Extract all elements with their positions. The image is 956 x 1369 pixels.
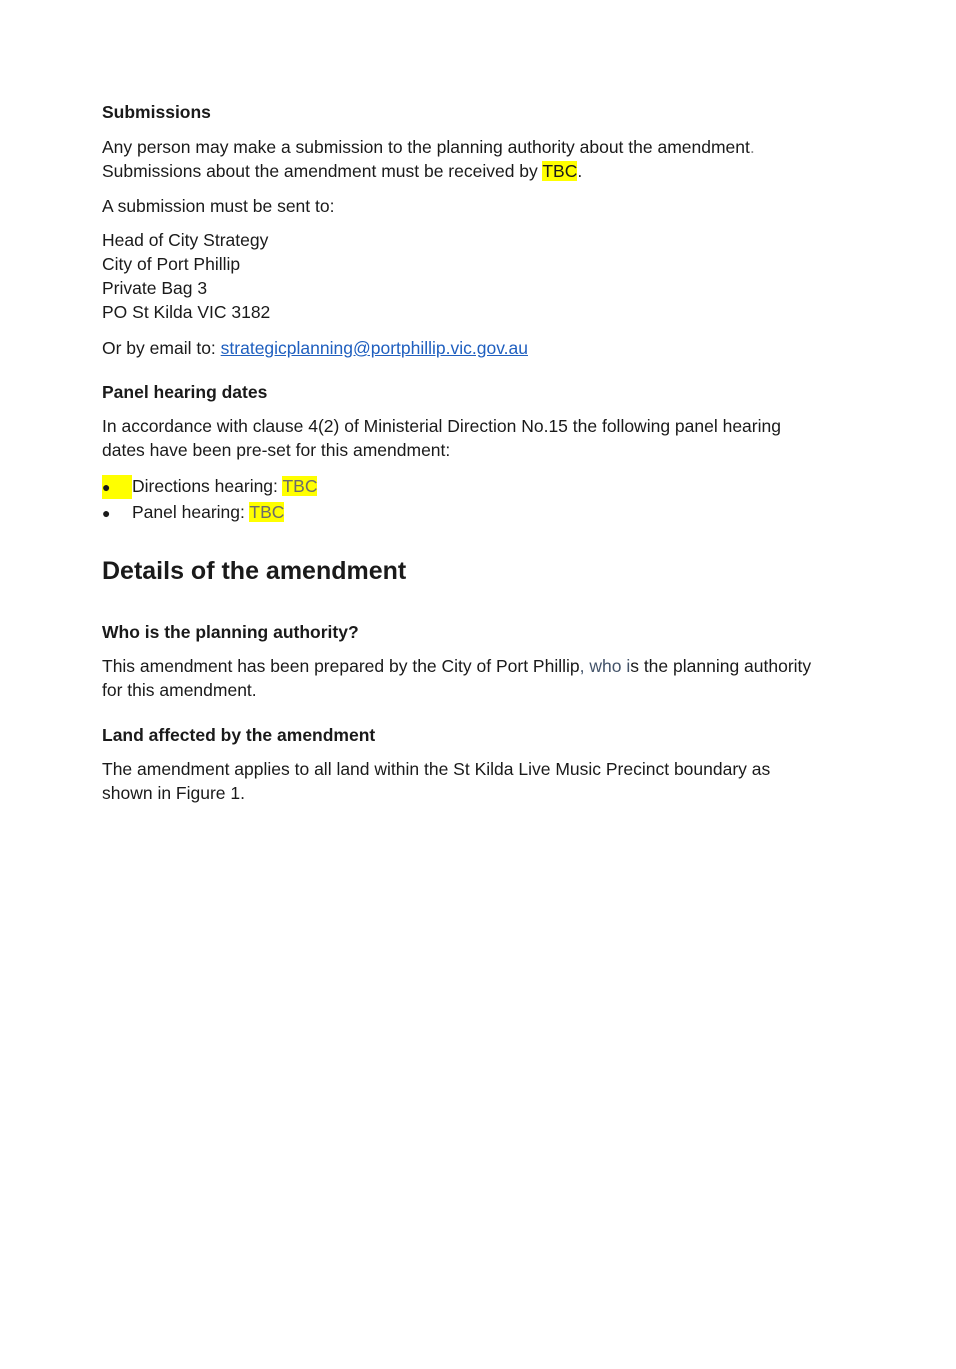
email-prefix: Or by email to: <box>102 338 221 358</box>
submissions-para-line1-end: . <box>749 137 755 157</box>
address-line-1: Head of City Strategy <box>102 230 269 250</box>
submissions-para-line2-text: Submissions about the amendment must be received by <box>102 161 543 181</box>
bullet-dot: ● <box>102 475 132 499</box>
land-line2: shown in Figure 1. <box>102 783 245 803</box>
submissions-para-line2-end: . <box>577 161 583 181</box>
land-line1: The amendment applies to all land within the St Kilda Live Music Precinct boundary as <box>102 759 771 779</box>
panel-intro-line2: dates have been pre-set for this amendment: <box>102 440 451 460</box>
who-line1-a: This amendment has been prepared by the City of Port Phillip <box>102 656 580 676</box>
who-line1 <box>102 654 811 678</box>
bullet-label: Panel hearing: <box>132 502 250 522</box>
sent-to-text: A submission must be sent to: <box>102 196 335 216</box>
panel-hearing-tbc: TBC <box>249 502 285 522</box>
who-line1-c: s the planning authority <box>630 656 812 676</box>
address-line-2: City of Port Phillip <box>102 254 241 274</box>
submissions-para-line1-text: Any person may make a submission to the planning authority about the amendment <box>102 137 750 157</box>
panel-heading: Panel hearing dates <box>102 382 268 402</box>
who-heading: Who is the planning authority? <box>102 622 359 642</box>
who-line2: for this amendment. <box>102 680 257 700</box>
bullet-panel-hearing <box>102 500 284 525</box>
panel-intro-line1: In accordance with clause 4(2) of Ministerial Direction No.15 the following panel hearing <box>102 416 781 436</box>
bullet-label: Directions hearing: <box>132 476 283 496</box>
submissions-heading: Submissions <box>102 102 211 122</box>
submissions-para-line2 <box>102 159 582 183</box>
address-line-3: Private Bag 3 <box>102 278 208 298</box>
details-heading: Details of the amendment <box>102 557 407 585</box>
address-line-4: PO St Kilda VIC 3182 <box>102 302 271 322</box>
directions-hearing-tbc: TBC <box>282 476 318 496</box>
email-line <box>102 336 528 360</box>
email-link[interactable]: strategicplanning@portphillip.vic.gov.au <box>220 338 528 358</box>
bullet-dot: ● <box>102 505 111 521</box>
who-line1-b: , who i <box>579 656 631 676</box>
bullet-directions-hearing <box>102 474 317 499</box>
submission-date-tbc: TBC <box>542 161 578 181</box>
land-heading: Land affected by the amendment <box>102 725 376 745</box>
submissions-para-line1 <box>102 135 755 159</box>
